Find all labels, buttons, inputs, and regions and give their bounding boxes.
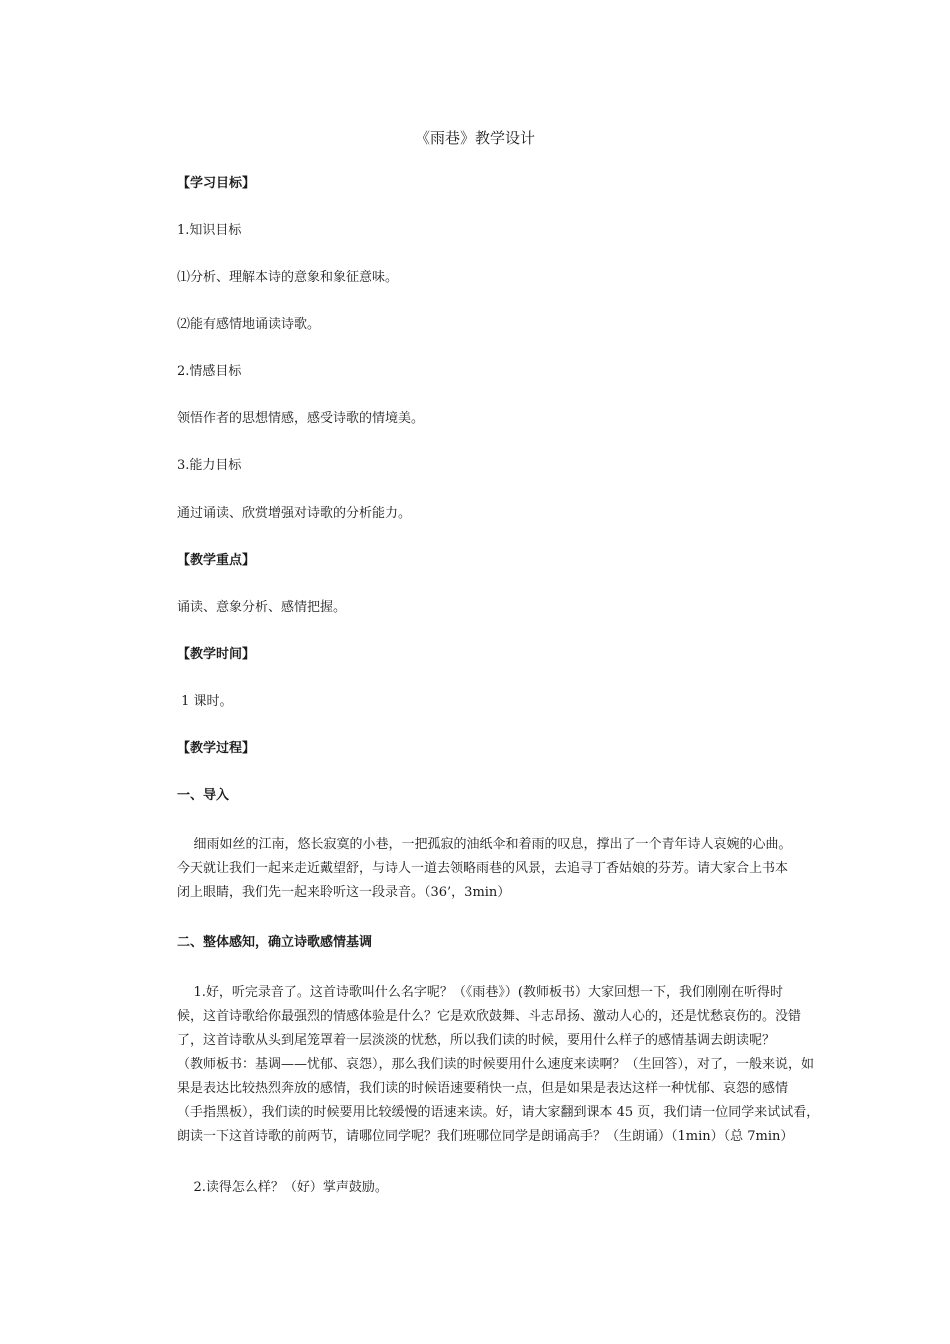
paragraph-line: 朗读一下这首诗歌的前两节，请哪位同学呢？我们班哪位同学是朗诵高手？（生朗诵）（1min）（总 7min）	[177, 1129, 794, 1144]
subheading-emotion-goal: 2.情感目标	[177, 364, 242, 379]
section2-paragraph2: 2.读得怎么样？（好）掌声鼓励。	[177, 1180, 388, 1195]
paragraph-line: 今天就让我们一起来走近戴望舒，与诗人一道去领略雨巷的风景，去追寻丁香姑娘的芬芳。请大家合上书本	[177, 861, 789, 876]
paragraph-line: 闭上眼睛，我们先一起来聆听这一段录音。（36’，3min）	[177, 885, 511, 900]
subheading-knowledge-goal: 1.知识目标	[177, 223, 242, 238]
key-points-text: 诵读、意象分析、感情把握。	[177, 600, 347, 615]
page-title: 《雨巷》教学设计	[414, 129, 535, 147]
paragraph-line: 果是表达比较热烈奔放的感情，我们读的时候语速要稍快一点，但是如果是表达这样一种忧郁、哀怨的感情	[177, 1081, 789, 1096]
paragraph-line: 细雨如丝的江南，悠长寂寞的小巷，一把孤寂的油纸伞和着雨的叹息，撑出了一个青年诗人哀婉的心曲。	[177, 837, 792, 852]
emotion-goal-text: 领悟作者的思想情感，感受诗歌的情境美。	[177, 411, 425, 426]
paragraph-line: 1.好，听完录音了。这首诗歌叫什么名字呢？（《雨巷》）(教师板书）大家回想一下，我们刚刚在听得时	[177, 985, 784, 1000]
section2-heading: 二、整体感知，确立诗歌感情基调	[177, 935, 373, 950]
section-heading-key-points: 【教学重点】	[177, 553, 256, 568]
section-heading-learning-goals: 【学习目标】	[177, 176, 256, 191]
subheading-ability-goal: 3.能力目标	[177, 458, 242, 473]
section-heading-teaching-process: 【教学过程】	[177, 741, 256, 756]
paragraph-line: （手指黑板），我们读的时候要用比较缓慢的语速来读。好，请大家翻到课本 45 页，我们请一位同学来试试看，	[177, 1105, 820, 1120]
goal-item-2: ⑵能有感情地诵读诗歌。	[177, 317, 321, 332]
ability-goal-text: 通过诵读、欣赏增强对诗歌的分析能力。	[177, 506, 412, 521]
teaching-time-text: 1 课时。	[177, 694, 233, 709]
section1-paragraph	[177, 833, 817, 905]
paragraph-line: （教师板书：基调——忧郁、哀怨），那么我们读的时候要用什么速度来读啊？（生回答），对了，一般来说，如	[177, 1057, 815, 1072]
section2-paragraph1	[177, 981, 820, 1149]
paragraph-line: 候，这首诗歌给你最强烈的情感体验是什么？它是欢欣鼓舞、斗志昂扬、激动人心的，还是忧愁哀伤的。没错	[177, 1009, 802, 1024]
section1-heading: 一、导入	[177, 788, 230, 803]
goal-item-1: ⑴分析、理解本诗的意象和象征意味。	[177, 270, 399, 285]
section-heading-teaching-time: 【教学时间】	[177, 647, 256, 662]
paragraph-line: 了，这首诗歌从头到尾笼罩着一层淡淡的忧愁，所以我们读的时候，要用什么样子的感情基调去朗读呢？	[177, 1033, 776, 1048]
